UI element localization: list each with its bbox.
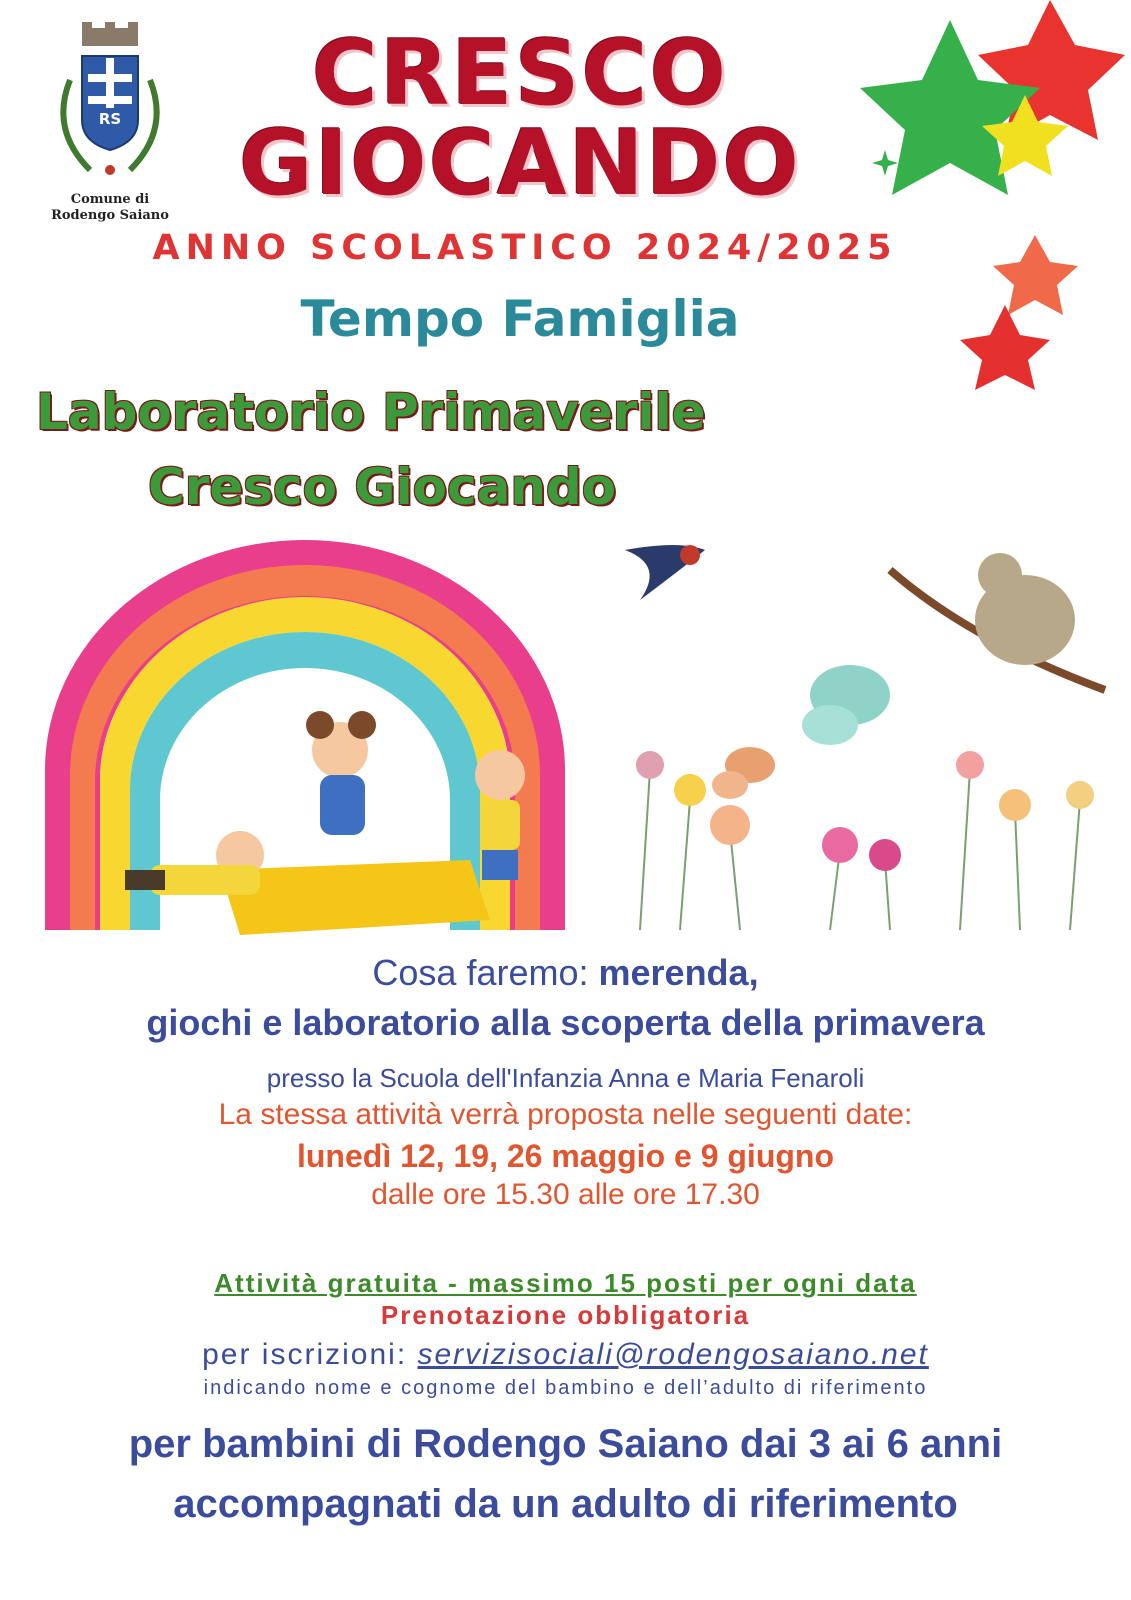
cosa-faremo-merenda: merenda, — [598, 952, 759, 993]
stars-decoration — [860, 0, 1131, 400]
butterfly-blue-icon — [802, 665, 890, 745]
booking-required: Prenotazione obbligatoria — [380, 1300, 751, 1330]
child-girl-icon — [306, 711, 376, 835]
dates-list: lunedì 12, 19, 26 maggio e 9 giugno — [296, 1138, 834, 1174]
title-line2: GIOCANDO — [238, 111, 802, 216]
school-year: ANNO SCOLASTICO 2024/2025 — [152, 228, 898, 268]
registration-instructions: indicando nome e cognome del bambino e dell’adulto di riferimento — [203, 1377, 928, 1399]
butterfly-orange-icon — [712, 747, 775, 799]
cosa-faremo-line2: giochi e laboratorio alla scoperta della primavera — [146, 1002, 985, 1043]
laboratorio-heading-line2: Cresco Giocando — [148, 458, 617, 516]
dates-intro: La stessa attività verrà proposta nelle seguenti date: — [218, 1098, 913, 1131]
crest-label-line1: Comune di — [70, 192, 150, 207]
child-boy-standing-icon — [475, 750, 525, 880]
crest-label — [30, 192, 190, 224]
coral-star-icon — [993, 235, 1078, 315]
email-link[interactable]: servizisociali@rodengosaiano.net — [417, 1338, 929, 1371]
target-audience-line1: per bambini di Rodengo Saiano dai 3 ai 6 anni — [128, 1422, 1003, 1466]
spring-illustration — [40, 510, 1115, 940]
laboratorio-heading-line1: Laboratorio Primaverile — [36, 383, 706, 441]
cosa-faremo-line1 — [0, 952, 1131, 994]
location-text: presso la Scuola dell'Infanzia Anna e Maria Fenaroli — [266, 1063, 865, 1093]
sparkle-icon — [872, 150, 898, 176]
time-range: dalle ore 15.30 alle ore 17.30 — [371, 1178, 760, 1211]
small-red-star-icon — [960, 305, 1050, 390]
cosa-faremo-prefix: Cosa faremo: — [372, 952, 599, 993]
title-line1: CRESCO — [311, 21, 729, 126]
tempo-famiglia-heading: Tempo Famiglia — [300, 290, 740, 348]
swallow-bird-icon — [625, 545, 705, 600]
target-audience-line2: accompagnati da un adulto di riferimento — [173, 1482, 958, 1526]
registration-prefix: per iscrizioni: — [202, 1338, 418, 1371]
crest-initials: RS — [98, 110, 122, 128]
wildflowers-icon — [636, 751, 1094, 930]
registration-line — [0, 1338, 1131, 1372]
free-activity-notice: Attività gratuita - massimo 15 posti per ogni data — [214, 1268, 917, 1298]
crest-label-line2: Rodengo Saiano — [51, 208, 169, 223]
